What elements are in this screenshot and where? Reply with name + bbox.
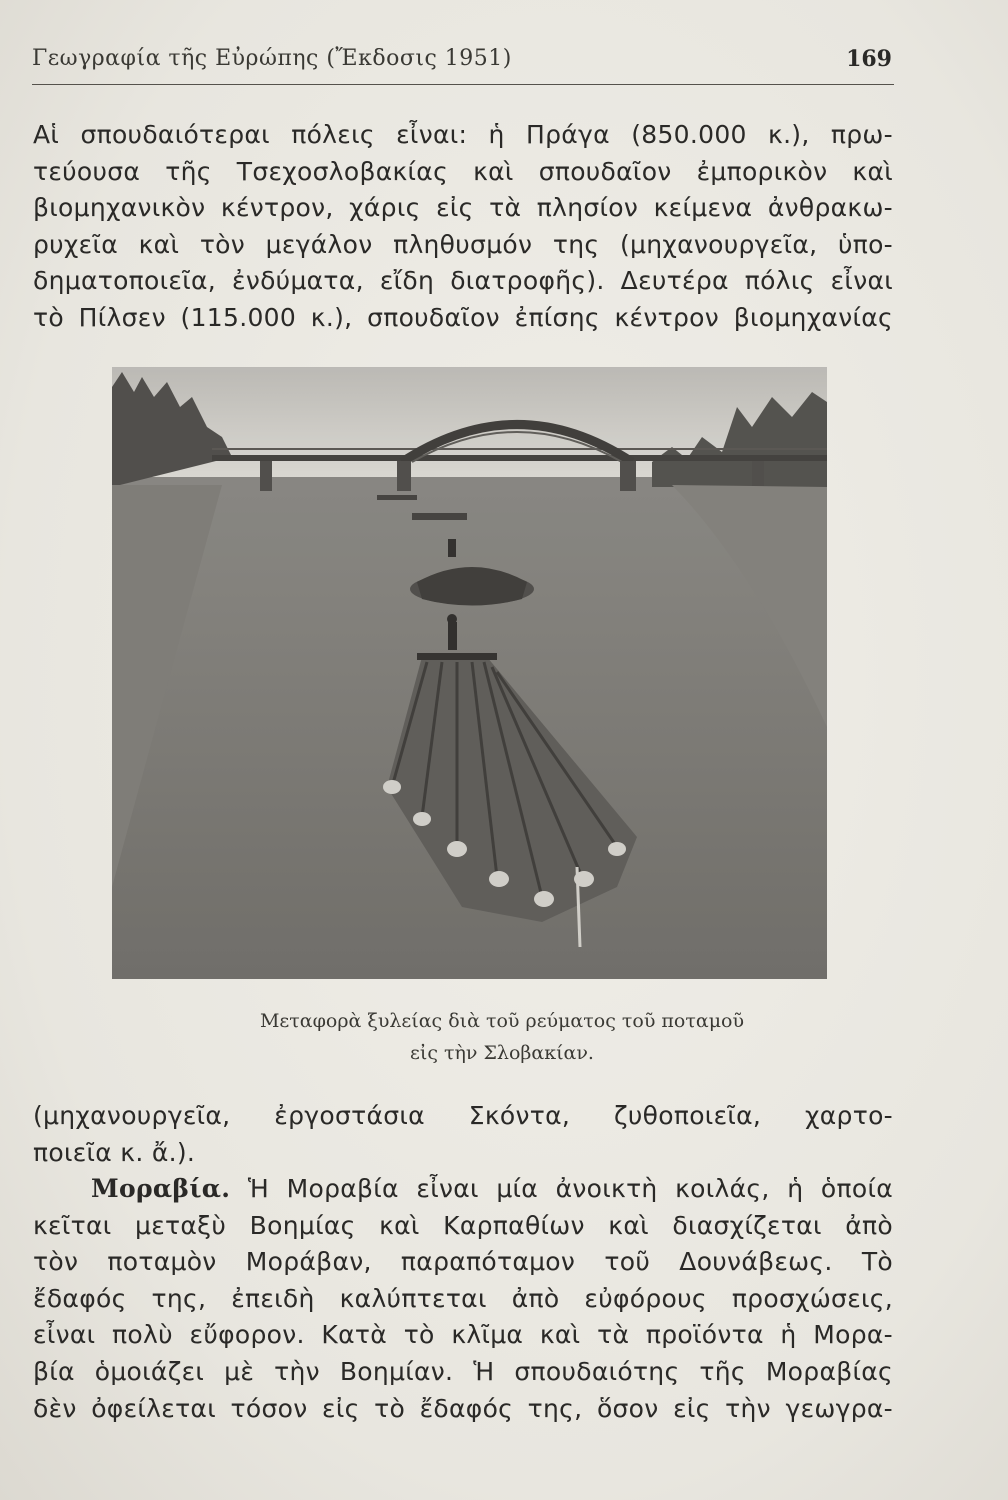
text-line: τὸ Πίλσεν (115.000 κ.), σπουδαῖον ἐπίσης κέντρον βιομηχανίας — [33, 302, 893, 332]
text-line: τεύουσα τῆς Τσεχοσλοβακίας καὶ σπουδαῖον ἐμπορικὸν καὶ — [33, 156, 893, 186]
text-line: ποιεῖα κ. ἄ.). — [33, 1137, 196, 1167]
text-line: βιομηχανικὸν κέντρον, χάρις εἰς τὰ πλησίον κείμενα ἀνθρακω- — [33, 193, 893, 223]
section-heading-moravia: Μοραβία. — [91, 1174, 231, 1203]
paragraph-moravia — [33, 1171, 893, 1427]
running-header — [32, 44, 894, 85]
figure-caption — [112, 1005, 892, 1069]
text-line: τὸν ποταμὸν Μοράβαν, παραπόταμον τοῦ Δουνάβεως. Τὸ — [33, 1247, 893, 1277]
text-line: Αἱ σπουδαιότεραι πόλεις εἶναι: ἡ Πράγα (850.000 κ.), πρω- — [33, 120, 893, 149]
text-line: δὲν ὀφείλεται τόσον εἰς τὸ ἔδαφός της, ὅσον εἰς τὴν γεωγρα- — [33, 1393, 893, 1423]
page-number: 169 — [846, 46, 892, 72]
text-line: κεῖται μεταξὺ Βοημίας καὶ Καρπαθίων καὶ διασχίζεται ἀπὸ — [33, 1210, 893, 1240]
text-line: ρυχεῖα καὶ τὸν μεγάλον πληθυσμόν της (μηχανουργεῖα, ὑπο- — [33, 229, 893, 259]
river-timber-rafts-photo — [112, 367, 827, 979]
photo-illustration — [112, 367, 827, 979]
text-line: εἶναι πολὺ εὔφορον. Κατὰ τὸ κλῖμα καὶ τὰ προϊόντα ἡ Μορα- — [33, 1320, 893, 1350]
paragraph-cities — [33, 117, 893, 337]
paragraph-pilsen-continued — [33, 1098, 893, 1171]
text-line: βία ὁμοιάζει μὲ τὴν Βοημίαν. Ἡ σπουδαιότης τῆς Μοραβίας — [33, 1356, 893, 1386]
caption-line: εἰς τὴν Σλοβακίαν. — [410, 1042, 594, 1064]
text-fragment: Ἡ Μοραβία εἶναι μία ἀνοικτὴ κοιλάς, ἡ ὁποία — [247, 1174, 893, 1203]
text-line: (μηχανουργεῖα, ἐργοστάσια Σκόντα, ζυθοποιεῖα, χαρτο- — [33, 1101, 893, 1130]
text-line: ἔδαφός της, ἐπειδὴ καλύπτεται ἀπὸ εὐφόρους προσχώσεις, — [33, 1283, 893, 1313]
caption-line: Μεταφορὰ ξυλείας διὰ τοῦ ρεύματος τοῦ ποταμοῦ — [259, 1010, 745, 1032]
text-line — [33, 1171, 893, 1208]
running-title: Γεωγραφία τῆς Εὐρώπης (Ἔκδοσις 1951) — [32, 46, 512, 71]
text-line: δηματοποιεῖα, ἐνδύματα, εἴδη διατροφῆς). Δευτέρα πόλις εἶναι — [33, 266, 893, 296]
